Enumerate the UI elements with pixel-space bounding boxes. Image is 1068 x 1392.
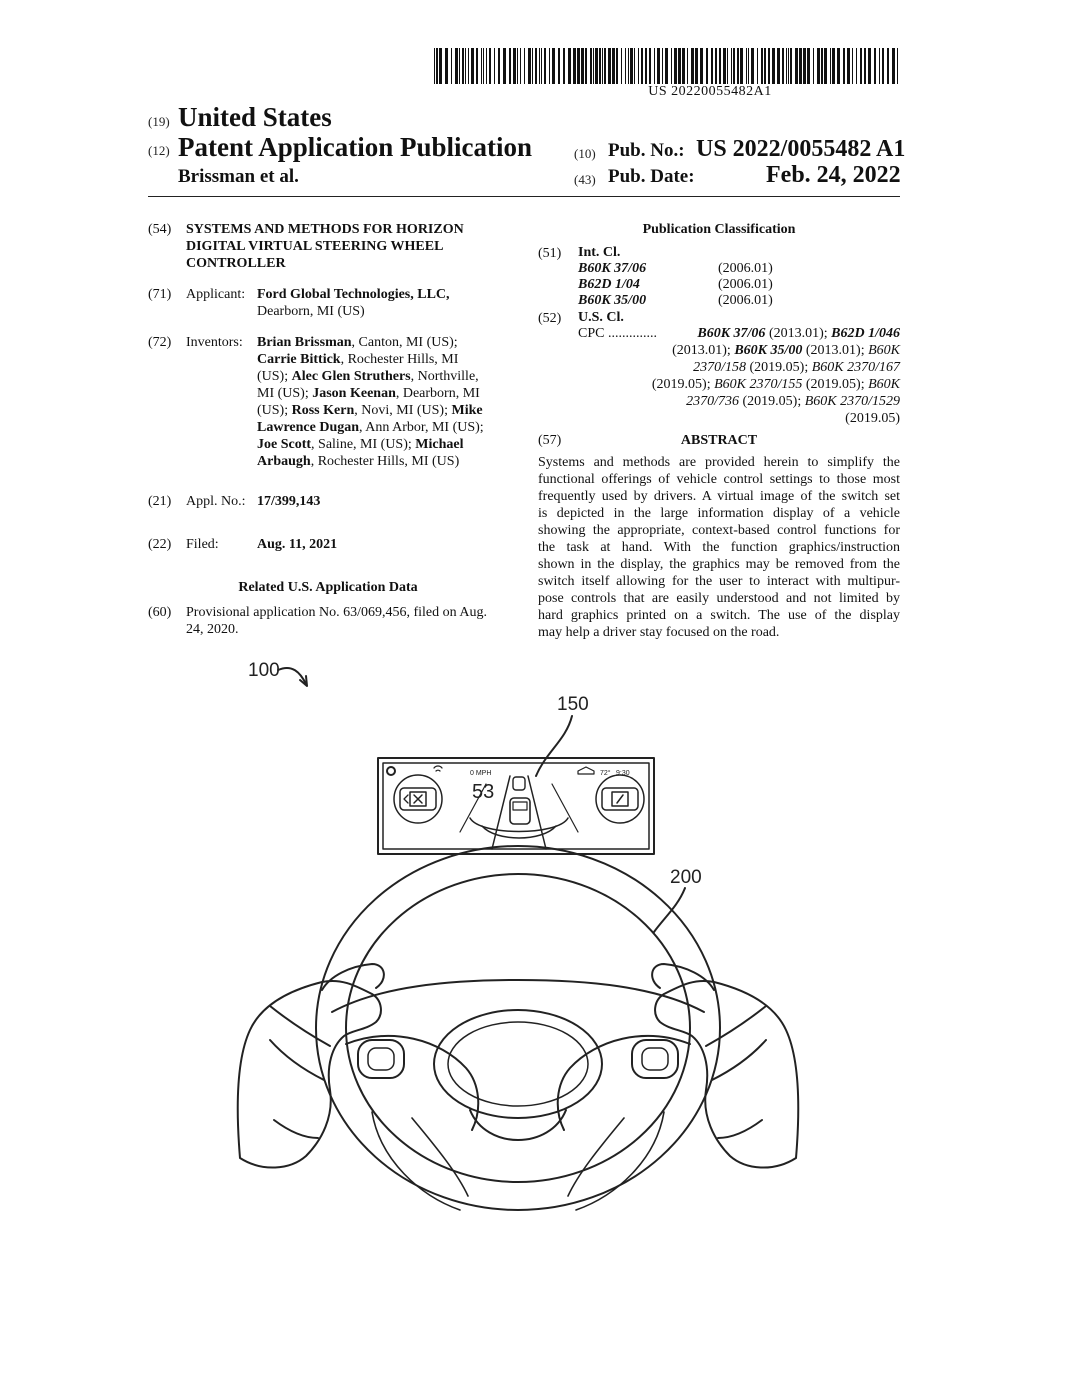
- barcode-bar: [711, 48, 713, 84]
- barcode-bar: [459, 48, 460, 84]
- barcode-bar: [513, 48, 516, 84]
- barcode-bar: [445, 48, 448, 84]
- abstract-line: frequently used by drivers. A virtual image of the switch set: [538, 489, 900, 504]
- barcode-bar: [462, 48, 464, 84]
- barcode-bar: [481, 48, 482, 84]
- barcode-bar: [751, 48, 754, 84]
- inventor-location: MI (US);: [257, 386, 313, 401]
- ref-200: 200: [670, 867, 702, 888]
- barcode-bar: [764, 48, 766, 84]
- barcode-number: US 20220055482A1: [648, 84, 772, 99]
- right-virtual-switch: [596, 775, 644, 823]
- inventors-list: [257, 334, 509, 470]
- inventor-location: , Novi, MI (US);: [354, 403, 452, 418]
- barcode-bar: [879, 48, 880, 84]
- abstract-line: the task at hand. With the function graphics/instruction: [538, 540, 900, 555]
- inventor-line: [257, 334, 509, 351]
- appl-no: 17/399,143: [257, 494, 321, 509]
- int-cl-year: (2006.01): [718, 261, 773, 276]
- wheel-spoke-upper: [332, 980, 704, 1012]
- barcode-bar: [772, 48, 775, 84]
- barcode-bar: [882, 48, 884, 84]
- barcode-bar: [602, 48, 603, 84]
- barcode-bar: [864, 48, 866, 84]
- cpc-class: 2370/158: [693, 360, 746, 375]
- pub-no-label: Pub. No.:: [608, 140, 685, 161]
- information-display: [378, 758, 654, 854]
- cpc-class: B60K: [868, 343, 900, 358]
- barcode-bar: [535, 48, 537, 84]
- barcode-bar: [489, 48, 491, 84]
- barcode-bar: [687, 48, 688, 84]
- code-54: (54): [148, 222, 172, 237]
- barcode-bar: [468, 48, 469, 84]
- barcode-bar: [528, 48, 531, 84]
- cpc-class: 2370/736: [686, 394, 739, 409]
- abstract-heading: ABSTRACT: [680, 433, 758, 448]
- applicant-name: Ford Global Technologies, LLC,: [257, 287, 450, 302]
- int-cl-label: Int. Cl.: [578, 245, 621, 260]
- barcode-bar: [748, 48, 749, 84]
- code-19: (19): [148, 114, 170, 129]
- barcode-bar: [517, 48, 518, 84]
- int-cl-year: (2006.01): [718, 293, 773, 308]
- barcode-bar: [740, 48, 743, 84]
- barcode-bar: [788, 48, 789, 84]
- barcode-bar: [727, 48, 728, 84]
- barcode: [434, 48, 900, 84]
- barcode-bar: [723, 48, 726, 84]
- cpc-class: B60K: [868, 377, 900, 392]
- abstract-line: Systems and methods are provided herein to simplify the: [538, 455, 900, 470]
- code-43: (43): [574, 172, 596, 187]
- barcode-bar: [777, 48, 780, 84]
- barcode-bar: [612, 48, 615, 84]
- cpc-label: CPC ..............: [578, 326, 657, 341]
- cpc-class: B60K 2370/155: [714, 377, 803, 392]
- car-icon: [578, 767, 594, 774]
- barcode-bar: [455, 48, 458, 84]
- airbag-hub: [434, 1010, 602, 1118]
- barcode-bar: [695, 48, 698, 84]
- barcode-bar: [678, 48, 681, 84]
- provisional-application: [186, 604, 487, 638]
- appl-no-label: Appl. No.:: [186, 494, 246, 509]
- barcode-bar: [616, 48, 618, 84]
- cpc-date: (2019.05);: [746, 360, 812, 375]
- barcode-bar: [817, 48, 820, 84]
- inventor-location: , Dearborn, MI: [395, 386, 480, 401]
- us-cl-label: U.S. Cl.: [578, 310, 624, 325]
- filed-label: Filed:: [186, 537, 219, 552]
- barcode-bar: [649, 48, 651, 84]
- pub-date: Feb. 24, 2022: [766, 162, 901, 188]
- int-cl-class: B60K 37/06: [578, 261, 647, 276]
- barcode-bar: [837, 48, 840, 84]
- barcode-bar: [832, 48, 835, 84]
- inventor-location: , Northville,: [410, 369, 479, 384]
- code-21: (21): [148, 494, 172, 509]
- barcode-bar: [590, 48, 592, 84]
- abstract-line: shown in the display, the graphics may be removed from the: [538, 557, 900, 572]
- applicant-location: Dearborn, MI (US): [257, 304, 365, 319]
- barcode-bar: [719, 48, 721, 84]
- cpc-class: B62D 1/046: [831, 326, 900, 341]
- abstract-text: [538, 454, 900, 641]
- barcode-bar: [887, 48, 889, 84]
- barcode-bar: [790, 48, 792, 84]
- ref-53: 53: [472, 781, 495, 803]
- barcode-bar: [634, 48, 635, 84]
- barcode-bar: [573, 48, 576, 84]
- barcode-bar: [674, 48, 677, 84]
- country: United States: [178, 102, 332, 132]
- cpc-line: [600, 359, 900, 376]
- barcode-bar: [503, 48, 506, 84]
- barcode-bar: [821, 48, 823, 84]
- wheel-rim-outer: [316, 846, 720, 1210]
- abstract-line: hard graphics printed on a switch. The use of the display: [538, 608, 900, 623]
- cpc-class: B60K 35/00: [734, 343, 803, 358]
- steering-wheel-figure: [0, 650, 1068, 1390]
- barcode-bar: [520, 48, 521, 84]
- barcode-bar: [715, 48, 717, 84]
- cpc-class: B60K 2370/167: [811, 360, 900, 375]
- code-52: (52): [538, 311, 562, 326]
- abstract-line: functional offerings of vehicle control settings to those most: [538, 472, 900, 487]
- right-hand: [652, 964, 798, 1168]
- barcode-bar: [641, 48, 643, 84]
- cpc-date: (2019.05): [845, 411, 900, 426]
- barcode-bar: [595, 48, 598, 84]
- barcode-bar: [830, 48, 831, 84]
- applicant: [257, 286, 450, 320]
- int-cl-row: [578, 292, 838, 308]
- code-60: (60): [148, 605, 172, 620]
- inventor-line: [257, 453, 509, 470]
- barcode-bar: [568, 48, 571, 84]
- wheel-spoke-right: [558, 1036, 690, 1130]
- provisional-line: 24, 2020.: [186, 622, 239, 637]
- barcode-bar: [593, 48, 594, 84]
- barcode-bar: [439, 48, 442, 84]
- inventor-location: , Ann Arbor, MI (US);: [359, 420, 484, 435]
- filed-date: Aug. 11, 2021: [257, 537, 338, 552]
- cpc-class: B60K 37/06: [697, 326, 766, 341]
- abstract-line: showing the appropriate, context-based control functions for: [538, 523, 900, 538]
- abstract-line: switch itself allowing for the user to interact with multipur-: [538, 574, 900, 589]
- barcode-bar: [608, 48, 611, 84]
- barcode-bar: [691, 48, 694, 84]
- steering-wheel: [316, 846, 720, 1210]
- inventor-name: Brian Brissman: [257, 335, 352, 350]
- display-speed: 0 MPH: [470, 770, 492, 777]
- barcode-bar: [638, 48, 639, 84]
- barcode-bar: [737, 48, 739, 84]
- inventor-name: Jason Keenan: [312, 386, 396, 401]
- inventor-name: Mike: [451, 403, 483, 418]
- barcode-bar: [645, 48, 647, 84]
- invention-title: [186, 221, 464, 272]
- abstract-line: is depicted in the large information display of a vehicle: [538, 506, 900, 521]
- barcode-bar: [577, 48, 580, 84]
- left-hand: [238, 964, 384, 1168]
- wheel-rim-inner: [346, 874, 690, 1182]
- barcode-bar: [657, 48, 660, 84]
- barcode-bar: [541, 48, 542, 84]
- barcode-bar: [549, 48, 550, 84]
- applicant-label: Applicant:: [186, 287, 246, 302]
- wifi-icon: [434, 766, 442, 771]
- barcode-bar: [436, 48, 438, 84]
- int-cl-class: B62D 1/04: [578, 277, 640, 292]
- left-virtual-switch: [394, 775, 442, 823]
- barcode-bar: [843, 48, 845, 84]
- code-71: (71): [148, 287, 172, 302]
- barcode-bar: [662, 48, 663, 84]
- author: Brissman et al.: [178, 166, 299, 187]
- abstract-line: may help a driver stay focused on the road.: [538, 625, 780, 640]
- ref-150-leader: [536, 716, 572, 776]
- barcode-bar: [486, 48, 487, 84]
- barcode-bar: [476, 48, 478, 84]
- lead-vehicle-icon: [513, 777, 525, 790]
- barcode-bar: [746, 48, 747, 84]
- inventor-line: [257, 402, 509, 419]
- barcode-bar: [782, 48, 784, 84]
- inventor-location: (US);: [257, 369, 292, 384]
- barcode-bar: [628, 48, 629, 84]
- inventor-name: Michael: [415, 437, 464, 452]
- header-rule: [148, 196, 900, 197]
- int-cl-year: (2006.01): [718, 277, 773, 292]
- barcode-bar: [524, 48, 525, 84]
- int-cl-row: [578, 276, 838, 292]
- barcode-bar: [625, 48, 626, 84]
- int-cl-row: [578, 260, 838, 276]
- barcode-bar: [532, 48, 533, 84]
- inventor-line: [257, 351, 509, 368]
- wheel-spoke-left: [346, 1036, 478, 1130]
- code-12: (12): [148, 143, 170, 158]
- barcode-bar: [621, 48, 622, 84]
- barcode-bar: [731, 48, 732, 84]
- left-steering-switch: [358, 1040, 404, 1078]
- cpc-date: (2019.05);: [651, 377, 715, 392]
- cpc-line: [600, 376, 900, 393]
- inventor-name: Arbaugh: [257, 454, 311, 469]
- related-data-heading: Related U.S. Application Data: [238, 580, 418, 595]
- inventor-location: , Saline, MI (US);: [311, 437, 416, 452]
- ref-200-leader: [654, 888, 685, 932]
- inventor-line: [257, 368, 509, 385]
- code-51: (51): [538, 246, 562, 261]
- code-57: (57): [538, 433, 562, 448]
- barcode-bar: [799, 48, 802, 84]
- ref-100: 100: [248, 660, 280, 681]
- barcode-bar: [604, 48, 606, 84]
- settings-icon: [387, 767, 395, 775]
- barcode-bar: [860, 48, 862, 84]
- cpc-date: (2013.01);: [765, 326, 832, 341]
- barcode-bar: [761, 48, 763, 84]
- barcode-bar: [856, 48, 857, 84]
- barcode-bar: [897, 48, 898, 84]
- provisional-line: Provisional application No. 63/069,456, filed on Aug.: [186, 605, 487, 620]
- inventor-location: (US);: [257, 403, 292, 418]
- cpc-date: (2013.01);: [802, 343, 869, 358]
- barcode-bar: [807, 48, 810, 84]
- barcode-bar: [558, 48, 560, 84]
- int-cl-table: [578, 260, 838, 308]
- inventor-location: , Canton, MI (US);: [351, 335, 458, 350]
- barcode-bar: [803, 48, 806, 84]
- barcode-bar: [706, 48, 708, 84]
- publication-type: Patent Application Publication: [178, 132, 533, 162]
- barcode-bar: [498, 48, 500, 84]
- barcode-bar: [509, 48, 511, 84]
- right-steering-switch: [632, 1040, 678, 1078]
- barcode-bar: [471, 48, 474, 84]
- barcode-bar: [465, 48, 466, 84]
- display-time: 9:30: [616, 770, 630, 777]
- inventor-name: Joe Scott: [257, 437, 312, 452]
- barcode-bar: [682, 48, 685, 84]
- cpc-class: B60K 2370/1529: [804, 394, 900, 409]
- barcode-bar: [451, 48, 452, 84]
- barcode-bar: [824, 48, 827, 84]
- title-line: CONTROLLER: [186, 256, 286, 271]
- barcode-bar: [434, 48, 435, 84]
- cpc-date: (2019.05);: [802, 377, 869, 392]
- barcode-bar: [599, 48, 601, 84]
- barcode-bar: [733, 48, 735, 84]
- barcode-bar: [768, 48, 770, 84]
- barcode-bar: [665, 48, 668, 84]
- cpc-date: (2013.01);: [672, 343, 735, 358]
- inventor-line: [257, 436, 509, 453]
- inventor-line: [257, 419, 509, 436]
- code-72: (72): [148, 335, 172, 350]
- barcode-bar: [552, 48, 555, 84]
- cpc-line: [600, 325, 900, 342]
- inventor-name: Ross Kern: [291, 403, 355, 418]
- barcode-bar: [563, 48, 565, 84]
- barcode-bar: [874, 48, 876, 84]
- barcode-bar: [585, 48, 587, 84]
- pub-no: US 2022/0055482 A1: [696, 136, 906, 162]
- barcode-bar: [494, 48, 495, 84]
- inventor-name: Alec Glen Struthers: [291, 369, 411, 384]
- cpc-line: [600, 393, 900, 410]
- barcode-bar: [795, 48, 798, 84]
- barcode-bar: [847, 48, 850, 84]
- barcode-bar: [786, 48, 787, 84]
- cpc-classifications: [600, 325, 900, 427]
- cpc-line: [600, 342, 900, 359]
- abstract-line: pose controls that are easily understood and not limited by: [538, 591, 900, 606]
- barcode-bar: [544, 48, 546, 84]
- barcode-bar: [868, 48, 871, 84]
- inventor-line: [257, 385, 509, 402]
- barcode-bar: [581, 48, 584, 84]
- inventor-location: , Rochester Hills, MI (US): [310, 454, 460, 469]
- barcode-bar: [813, 48, 814, 84]
- barcode-bar: [654, 48, 655, 84]
- title-line: SYSTEMS AND METHODS FOR HORIZON: [186, 222, 464, 237]
- barcode-bar: [892, 48, 895, 84]
- barcode-bar: [700, 48, 703, 84]
- ref-150: 150: [557, 694, 589, 715]
- code-10: (10): [574, 146, 596, 161]
- int-cl-class: B60K 35/00: [578, 293, 647, 308]
- inventor-name: Carrie Bittick: [257, 352, 341, 367]
- pub-date-label: Pub. Date:: [608, 166, 695, 187]
- code-22: (22): [148, 537, 172, 552]
- inventor-location: , Rochester Hills, MI: [340, 352, 459, 367]
- cpc-date: (2019.05);: [739, 394, 805, 409]
- barcode-bar: [539, 48, 540, 84]
- barcode-bar: [852, 48, 853, 84]
- cpc-line: [600, 410, 900, 427]
- barcode-bar: [757, 48, 758, 84]
- title-line: DIGITAL VIRTUAL STEERING WHEEL: [186, 239, 444, 254]
- pub-class-heading: Publication Classification: [642, 222, 796, 237]
- barcode-bar: [630, 48, 633, 84]
- display-temp: 72°: [600, 770, 611, 777]
- barcode-bar: [483, 48, 484, 84]
- inventors-label: Inventors:: [186, 335, 243, 350]
- inventor-name: Lawrence Dugan: [257, 420, 360, 435]
- barcode-bar: [671, 48, 672, 84]
